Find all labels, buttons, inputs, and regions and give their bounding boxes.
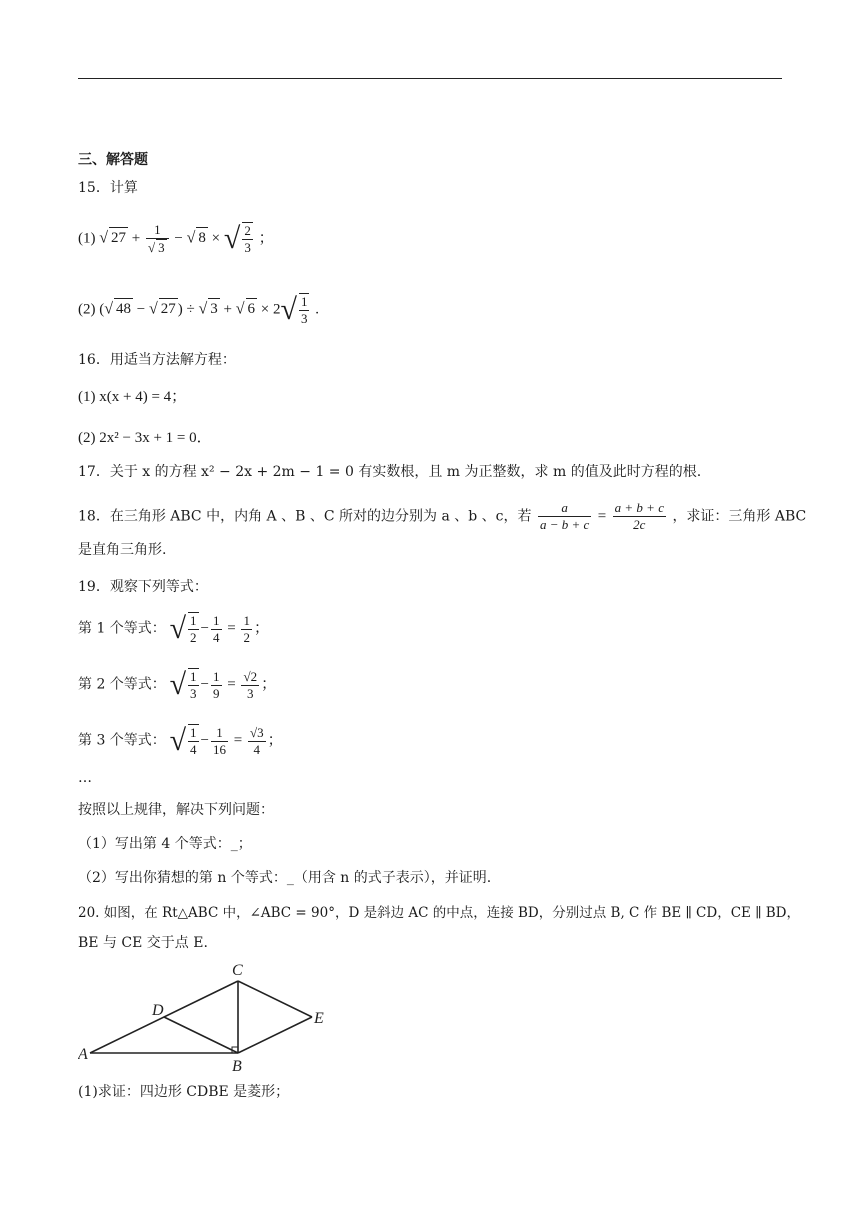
q15-p1-frac-den: 3 xyxy=(158,240,165,255)
segment-db xyxy=(164,1017,238,1053)
label-d: D xyxy=(152,1002,164,1019)
q19-title: 19．观察下列等式： xyxy=(78,579,208,595)
label-c: C xyxy=(232,962,243,979)
frac-den: 4 xyxy=(253,741,261,757)
frac-num: √2 xyxy=(243,668,258,684)
frac-den: 9 xyxy=(213,685,220,701)
q19-eq3-label: 第 3 个等式： xyxy=(78,732,166,749)
q15-p1-frac-num: 1 xyxy=(146,222,169,239)
q19-sub1: （1）写出第 4 个等式：_； xyxy=(78,836,252,852)
q15-p2-frac xyxy=(299,293,310,327)
q15-p2-term: 6 xyxy=(246,298,258,319)
q20-sub1: (1)求证：四边形 CDBE 是菱形； xyxy=(78,1084,290,1100)
q15-p1-frac: $\frac{1}{√ 3}$ xyxy=(146,222,169,256)
q18-line1: 18．在三角形 ABC 中，内角 A 、B 、C 所对的边分别为 a 、b 、c，若 $\frac{a}{a - b + c}$ = $\frac{a + b + c}{2c}$ ，求证：三角形 ABC xyxy=(78,500,807,532)
q15-p2-term: 27 xyxy=(159,298,178,319)
q18-frac-right-den: 2c xyxy=(633,517,646,532)
q15-p2-term: 48 xyxy=(114,298,133,319)
q15-part2: (2) (√ 48 − √ 27 ) ÷ √ 3 + √ 6 × 2√ $\frac{1}{3}$ . xyxy=(78,293,319,326)
q17-text: 17．关于 x 的方程 x² − 2x + 2m − 1 = 0 有实数根，且 m 为正整数，求 m 的值及此时方程的根. xyxy=(78,464,702,480)
q16-part1: (1) x(x + 4) = 4； xyxy=(78,389,187,405)
segment-ce xyxy=(238,981,312,1017)
frac-num: 1 xyxy=(211,725,228,742)
q15-p2-term: 3 xyxy=(208,298,220,319)
q15-p1-term: 8 xyxy=(196,227,208,248)
q15-p1-frac2-den: 3 xyxy=(244,240,251,255)
q16-title: 16．用适当方法解方程： xyxy=(78,352,236,368)
q18-frac-right-num: a + b + c xyxy=(614,500,664,515)
segment-be xyxy=(238,1017,312,1053)
rhombus-triangle-diagram xyxy=(78,955,338,1075)
q18-frac-left-den: a − b + c xyxy=(539,517,590,532)
q15-p2-frac-den: 3 xyxy=(300,311,308,326)
q19-eq1-label: 第 1 个等式： xyxy=(78,620,166,637)
frac-num: 1 xyxy=(213,612,220,628)
frac-num: 1 xyxy=(190,669,197,684)
q19-instruction: 按照以上规律，解决下列问题： xyxy=(78,802,274,818)
frac-num: √3 xyxy=(249,724,264,740)
label-e: E xyxy=(314,1010,324,1027)
q15-p2-frac-num: 1 xyxy=(300,294,308,309)
frac-den: 2 xyxy=(243,629,250,645)
frac-num: 1 xyxy=(190,725,197,740)
q18-frac-right xyxy=(613,500,666,533)
q15-part1-label: (1) xyxy=(78,230,96,247)
q20-line2: BE 与 CE 交于点 E. xyxy=(78,935,208,951)
q15-p1-term: 27 xyxy=(109,227,128,248)
q19-dots: … xyxy=(78,770,92,786)
frac-num: 1 xyxy=(190,613,197,628)
q19-eq3: 第 3 个等式： √ $\frac{1}{4}$ − $\frac{1}{16}$ = $\frac{√3}{4}$ ； xyxy=(78,724,283,757)
q15-p2-coef: 2 xyxy=(273,301,281,318)
q19-eq2-label: 第 2 个等式： xyxy=(78,676,166,693)
q18-pre: 18．在三角形 ABC 中，内角 A 、B 、C 所对的边分别为 a 、b 、c，若 xyxy=(78,508,532,525)
frac-den: 4 xyxy=(213,629,220,645)
q15-title: 15．计算 xyxy=(78,180,138,196)
frac-den: 4 xyxy=(190,742,197,757)
header-rule xyxy=(78,78,782,79)
label-b: B xyxy=(232,1058,242,1075)
q18-line2: 是直角三角形. xyxy=(78,542,167,558)
q15-p1-frac2 xyxy=(242,222,253,256)
q20-line1: 20. 如图，在 Rt△ABC 中，∠ABC = 90°，D 是斜边 AC 的中点，连接 BD，分别过点 B, C 作 BE ∥ CD，CE ∥ BD， xyxy=(78,905,800,921)
q15-part2-label: (2) xyxy=(78,301,96,318)
q15-p1-frac2-num: 2 xyxy=(244,223,251,238)
section-heading: 三、解答题 xyxy=(78,152,148,168)
q19-sub2: （2）写出你猜想的第 n 个等式：_（用含 n 的式子表示），并证明. xyxy=(78,870,492,886)
frac-den: 2 xyxy=(190,630,197,645)
q15-part1: (1) √ 27 + $\frac{1}{√ 3}$ − √ 8 × √ $\frac{2}{3}$ ； xyxy=(78,222,274,255)
frac-num: 1 xyxy=(243,612,250,628)
frac-den: 3 xyxy=(190,686,197,701)
frac-den: 16 xyxy=(213,741,226,757)
q16-part2: (2) 2x² − 3x + 1 = 0． xyxy=(78,430,212,446)
q18-frac-left xyxy=(538,500,591,533)
frac-num: 1 xyxy=(213,668,220,684)
frac-den: 3 xyxy=(247,685,254,701)
q19-eq2: 第 2 个等式： √ $\frac{1}{3}$ − $\frac{1}{9}$ = $\frac{√2}{3}$ ； xyxy=(78,668,277,701)
q18-frac-left-num: a xyxy=(538,500,591,517)
q18-post: ，求证：三角形 ABC xyxy=(672,508,807,525)
label-a: A xyxy=(78,1046,88,1063)
q19-eq1: 第 1 个等式： √ $\frac{1}{2}$ − $\frac{1}{4}$ = $\frac{1}{2}$ ； xyxy=(78,612,269,645)
